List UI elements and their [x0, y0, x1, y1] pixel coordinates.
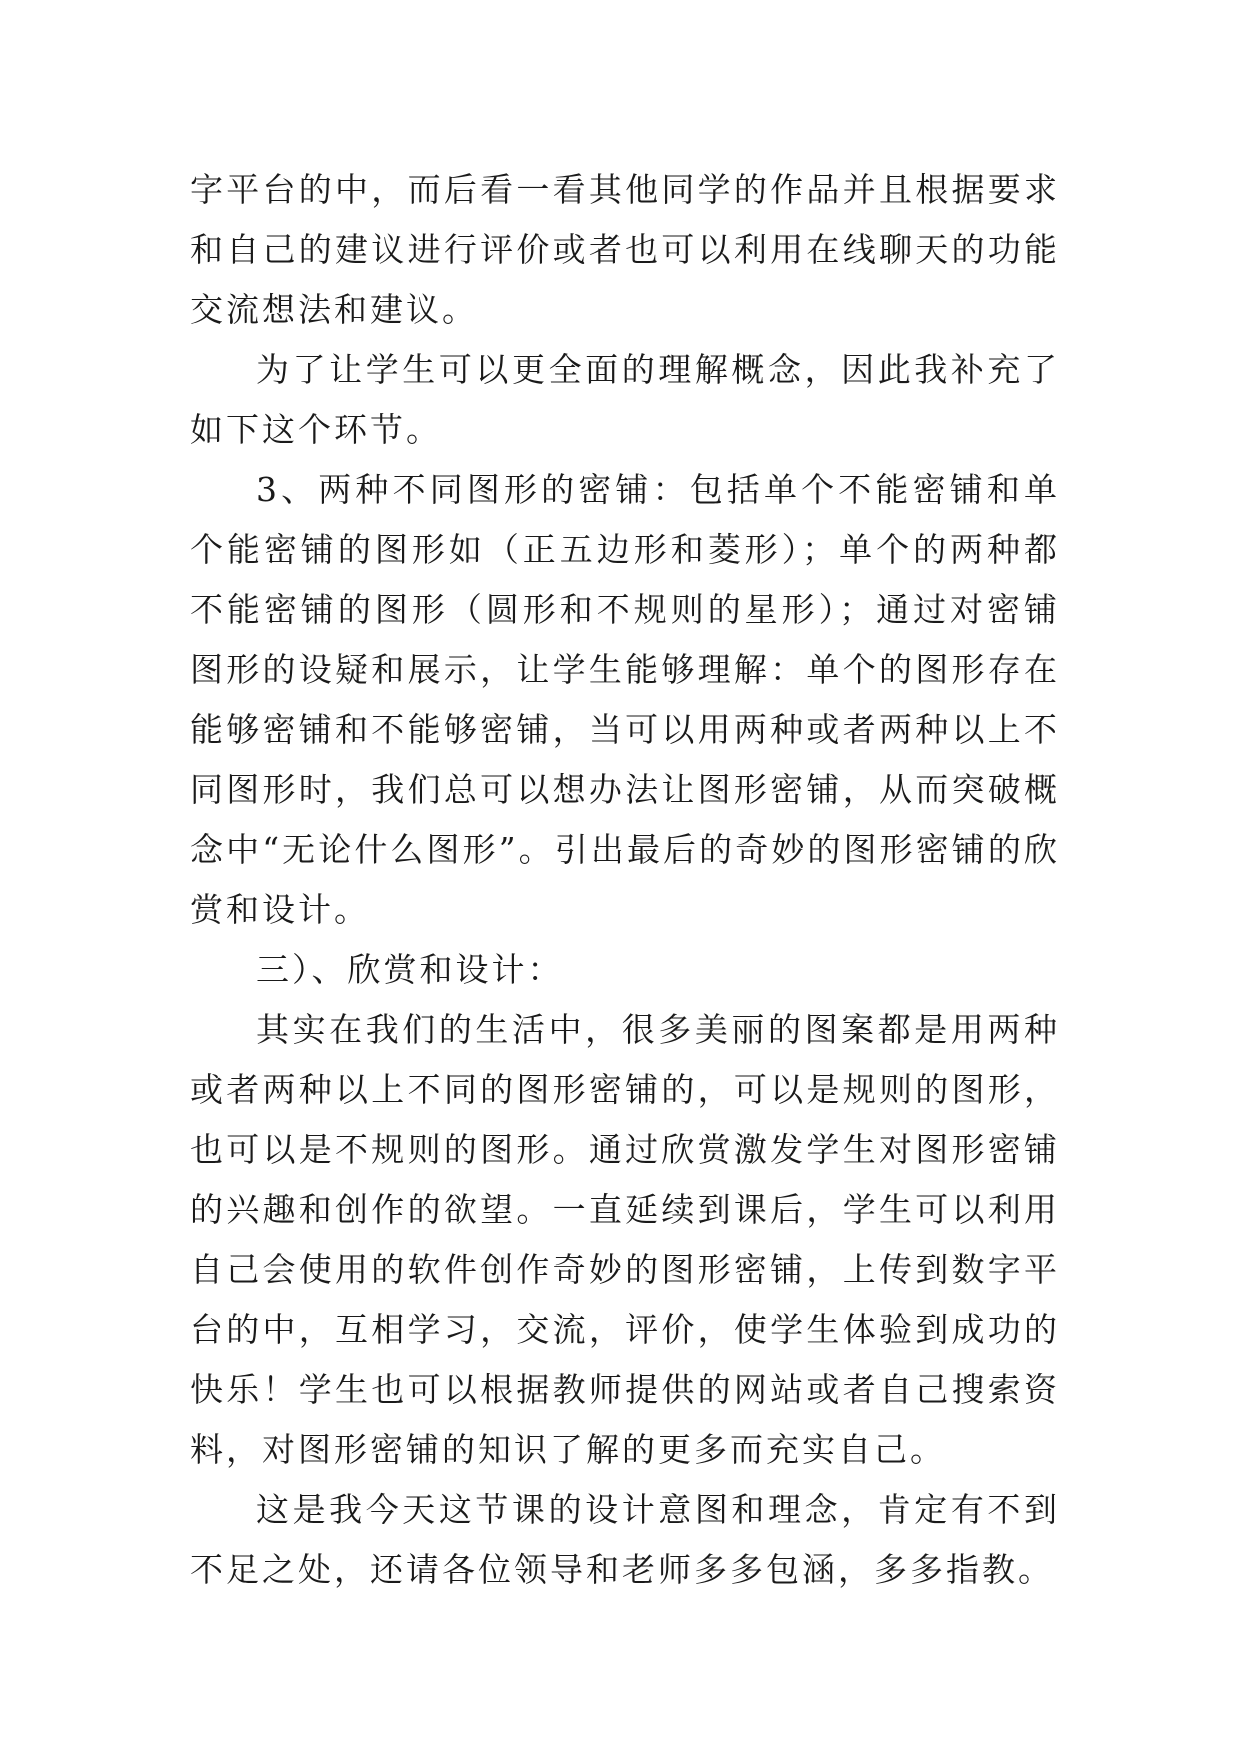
paragraph-continuation: 字平台的中，而后看一看其他同学的作品并且根据要求和自己的建议进行评价或者也可以利用在线聊天的功能交流想法和建议。 — [190, 170, 1060, 329]
section-heading-appreciation-design: 三）、欣赏和设计： — [256, 950, 564, 989]
document-body — [190, 160, 1060, 1600]
paragraph-two-shape-tiling: 3、两种不同图形的密铺：包括单个不能密铺和单个能密铺的图形如（正五边形和菱形）；单个的两种都不能密铺的图形（圆形和不规则的星形）；通过对密铺图形的设疑和展示，让学生能够理解：单个的图形存在能够密铺和不能够密铺，当可以用两种或者两种以上不同图形时，我们总可以想办法让图形密铺，从而突破概念中“无论什么图形”。引出最后的奇妙的图形密铺的欣赏和设计。 — [190, 470, 1060, 929]
paragraph-appreciation: 其实在我们的生活中，很多美丽的图案都是用两种或者两种以上不同的图形密铺的，可以是规则的图形，也可以是不规则的图形。通过欣赏激发学生对图形密铺的兴趣和创作的欲望。一直延续到课后，学生可以利用自己会使用的软件创作奇妙的图形密铺，上传到数字平台的中，互相学习，交流，评价，使学生体验到成功的快乐！学生也可以根据教师提供的网站或者自己搜索资料，对图形密铺的知识了解的更多而充实自己。 — [190, 1010, 1060, 1469]
paragraph-supplement-intro: 为了让学生可以更全面的理解概念，因此我补充了如下这个环节。 — [190, 350, 1060, 449]
paragraph-closing: 这是我今天这节课的设计意图和理念，肯定有不到不足之处，还请各位领导和老师多多包涵，多多指教。 — [190, 1490, 1060, 1589]
